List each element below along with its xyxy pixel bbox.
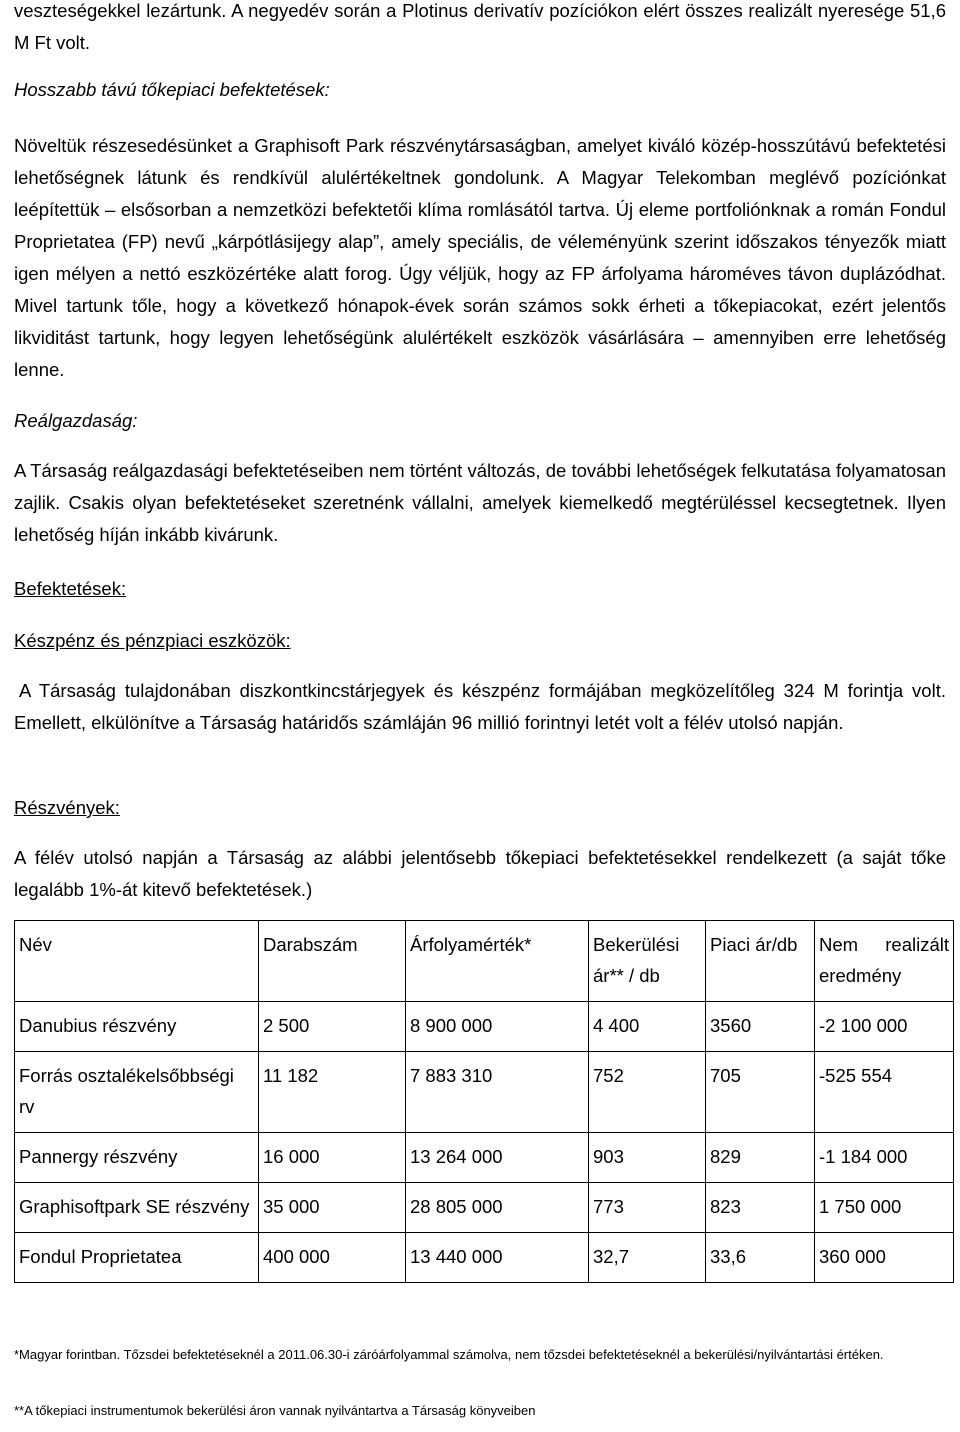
table-cell: 8 900 000	[406, 1002, 589, 1052]
table-cell: 16 000	[259, 1133, 406, 1183]
table-cell: 1 750 000	[815, 1183, 954, 1233]
real-economy-heading: Reálgazdaság:	[14, 410, 138, 431]
table-cell: 2 500	[259, 1002, 406, 1052]
table-cell: 705	[706, 1052, 815, 1133]
table-cell: Danubius részvény	[15, 1002, 259, 1052]
table-row	[15, 1133, 954, 1183]
table-cell: Pannergy részvény	[15, 1133, 259, 1183]
table-cell: 4 400	[589, 1002, 706, 1052]
header-cell: Darabszám	[259, 921, 406, 1002]
table-cell: 400 000	[259, 1233, 406, 1283]
table-cell: 3560	[706, 1002, 815, 1052]
investments-heading: Befektetések:	[14, 578, 127, 599]
table-cell: 773	[589, 1183, 706, 1233]
footnote-1: *Magyar forintban. Tőzsdei befektetéseknél a 2011.06.30-i záróárfolyammal számolva, nem tőzsdei befektetéseknél a bekerülési/nyilvántartási értéken.	[14, 1347, 884, 1362]
table-cell: -525 554	[815, 1052, 954, 1133]
table-row	[15, 1183, 954, 1233]
table-header-row	[15, 921, 954, 1002]
long-term-paragraph	[14, 130, 946, 386]
table-cell: Graphisoftpark SE részvény	[15, 1183, 259, 1233]
header-cell: Név	[15, 921, 259, 1002]
table-cell: 11 182	[259, 1052, 406, 1133]
table-cell: 33,6	[706, 1233, 815, 1283]
cash-heading: Készpénz és pénzpiaci eszközök:	[14, 630, 291, 651]
table-cell: 823	[706, 1183, 815, 1233]
real-economy-paragraph: A Társaság reálgazdasági befektetéseiben nem történt változás, de további lehetőségek felkutatása folyamatosan zajlik. Csakis olyan befektetéseket szeretnénk vállalni, amelyek kiemelkedő megtérüléssel kecsegtetnek. Ilyen lehetőség híján inkább kivárunk.	[14, 460, 946, 545]
table-cell: Fondul Proprietatea	[15, 1233, 259, 1283]
table-cell: -2 100 000	[815, 1002, 954, 1052]
shares-heading: Részvények:	[14, 797, 120, 818]
table-row	[15, 1002, 954, 1052]
table-row	[15, 1233, 954, 1283]
table-cell: 7 883 310	[406, 1052, 589, 1133]
long-term-text-b: A Magyar Telekomban meglévő pozíciónkat leépítettük – elsősorban a nemzetközi befektetői klíma romlásától tartva. Új eleme portfoliónknak a román Fondul Proprietatea (FP) nevű „kárpótlásijegy alap”, amely speciális, de véleményünk szerint időszakos tényezők miatt igen mélyen a nettó eszközértéke alatt forog. Úgy véljük, hogy az FP árfolyama hároméves távon duplázódhat. Mivel tartunk tőle, hogy a következő hónapok-évek során számos sokk érheti a tőkepiacokat, ezért jelentős likviditást tartunk, hogy legyen lehetőségünk alulértékelt eszközök vásárlására – amennyiben erre lehetőség lenne.	[14, 167, 946, 380]
table-cell: 829	[706, 1133, 815, 1183]
footnote-2: **A tőkepiaci instrumentumok bekerülési áron vannak nyilvántartva a Társaság könyveiben	[14, 1403, 536, 1418]
intro-paragraph: veszteségekkel lezártunk. A negyedév során a Plotinus derivatív pozíciókon elért összes realizált nyeresége 51,6 M Ft volt.	[14, 0, 946, 53]
cash-paragraph: A Társaság tulajdonában diszkontkincstárjegyek és készpénz formájában megközelítőleg 324 M forintja volt. Emellett, elkülönítve a Társaság határidős számláján 96 millió forintnyi letét volt a félév utolsó napján.	[14, 680, 946, 733]
shares-paragraph: A félév utolsó napján a Társaság az alábbi jelentősebb tőkepiaci befektetésekkel rendelkezett (a saját tőke legalább 1%-át kitevő befektetések.)	[14, 847, 946, 900]
table-cell: 360 000	[815, 1233, 954, 1283]
header-cell: Piaci ár/db	[706, 921, 815, 1002]
table-cell: 13 264 000	[406, 1133, 589, 1183]
table-row	[15, 1052, 954, 1133]
header-cell: Árfolyamérték*	[406, 921, 589, 1002]
table-cell: -1 184 000	[815, 1133, 954, 1183]
table-cell: 13 440 000	[406, 1233, 589, 1283]
table-cell: 35 000	[259, 1183, 406, 1233]
header-cell: Nem realizált eredmény	[815, 921, 954, 1002]
header-cell: Bekerülési ár** / db	[589, 921, 706, 1002]
long-term-heading: Hosszabb távú tőkepiaci befektetések:	[14, 79, 330, 100]
table-cell: 752	[589, 1052, 706, 1133]
table-cell: Forrás osztalékelsőbbségi rv	[15, 1052, 259, 1133]
table-cell: 32,7	[589, 1233, 706, 1283]
long-term-text-a: Növeltük részesedésünket a Graphisoft Park részvénytársaságban, amelyet kiváló közép-hosszútávú befektetési lehetőségnek látunk és rendkívül alulértékeltnek gondolunk.	[14, 135, 946, 188]
holdings-table	[14, 920, 954, 1283]
table-cell: 28 805 000	[406, 1183, 589, 1233]
table-cell: 903	[589, 1133, 706, 1183]
